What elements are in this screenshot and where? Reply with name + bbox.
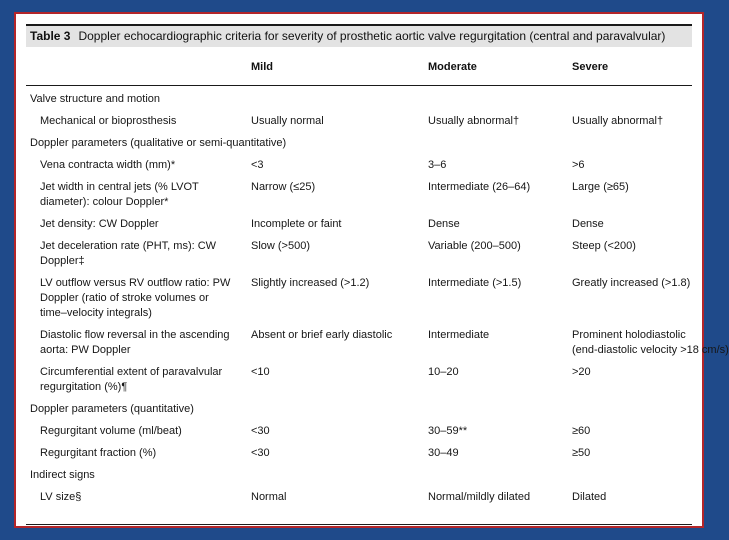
cell-severe: ≥60 xyxy=(572,425,591,437)
cell-severe: >20 xyxy=(572,366,591,378)
table-header-row xyxy=(26,54,692,86)
column-header-moderate: Moderate xyxy=(428,61,477,73)
section-title: Doppler parameters (quantitative) xyxy=(30,403,194,415)
cell-moderate: Dense xyxy=(428,218,460,230)
cell-moderate: 30–49 xyxy=(428,447,459,459)
table-caption-bar xyxy=(26,24,692,47)
cell-severe: Large (≥65) xyxy=(572,181,629,193)
row-label: Jet deceleration rate (PHT, ms): CW xyxy=(40,240,217,252)
cell-moderate: Normal/mildly dilated xyxy=(428,491,531,503)
cell-mild: Absent or brief early diastolic xyxy=(251,329,393,341)
cell-severe: ≥50 xyxy=(572,447,591,459)
row-label: aorta: PW Doppler xyxy=(40,344,131,356)
cell-moderate: Variable (200–500) xyxy=(428,240,521,252)
cell-severe: Dense xyxy=(572,218,604,230)
cell-severe: Usually abnormal† xyxy=(572,115,664,127)
row-label: Doppler‡ xyxy=(40,255,85,267)
cell-mild: Normal xyxy=(251,491,287,503)
cell-severe: Greatly increased (>1.8) xyxy=(572,277,691,289)
cell-mild: Incomplete or faint xyxy=(251,218,342,230)
row-label: LV size§ xyxy=(40,491,82,503)
cell-severe: Steep (<200) xyxy=(572,240,636,252)
row-label: Regurgitant volume (ml/beat) xyxy=(40,425,182,437)
cell-moderate: 3–6 xyxy=(428,159,447,171)
cell-moderate: Intermediate (26–64) xyxy=(428,181,531,193)
row-label: diameter): colour Doppler* xyxy=(40,196,169,208)
column-header-mild: Mild xyxy=(251,61,273,73)
row-label: Jet density: CW Doppler xyxy=(40,218,159,230)
cell-moderate: Intermediate xyxy=(428,329,490,341)
section-title: Indirect signs xyxy=(30,469,95,481)
cell-severe: (end-diastolic velocity >18 cm/s) xyxy=(572,344,729,356)
row-label: Jet width in central jets (% LVOT xyxy=(40,181,199,193)
row-label: time–velocity integrals) xyxy=(40,307,152,319)
cell-mild: <30 xyxy=(251,447,270,459)
cell-moderate: 30–59** xyxy=(428,425,468,437)
cell-mild: <30 xyxy=(251,425,270,437)
row-label: LV outflow versus RV outflow ratio: PW xyxy=(40,277,231,289)
cell-moderate: Intermediate (>1.5) xyxy=(428,277,522,289)
cell-moderate: 10–20 xyxy=(428,366,459,378)
cell-severe: >6 xyxy=(572,159,585,171)
slide-frame xyxy=(14,12,729,528)
section-title: Valve structure and motion xyxy=(30,93,161,105)
cell-mild: <10 xyxy=(251,366,270,378)
table-caption: Doppler echocardiographic criteria for severity of prosthetic aortic valve regurgitation (central and paravalvular) xyxy=(78,29,666,43)
row-label: Mechanical or bioprosthesis xyxy=(40,115,177,127)
cell-mild: Slightly increased (>1.2) xyxy=(251,277,370,289)
cell-mild: <3 xyxy=(251,159,264,171)
cell-mild: Slow (>500) xyxy=(251,240,311,252)
row-label: Vena contracta width (mm)* xyxy=(40,159,176,171)
row-label: regurgitation (%)¶ xyxy=(40,381,128,393)
cell-severe: Dilated xyxy=(572,491,607,503)
cell-mild: Usually normal xyxy=(251,115,324,127)
cell-moderate: Usually abnormal† xyxy=(428,115,520,127)
cell-mild: Narrow (≤25) xyxy=(251,181,316,193)
row-label: Regurgitant fraction (%) xyxy=(40,447,157,459)
cell-severe: Prominent holodiastolic xyxy=(572,329,686,341)
column-header-severe: Severe xyxy=(572,61,609,73)
section-title: Doppler parameters (qualitative or semi-quantitative) xyxy=(30,137,287,149)
table-bottom-rule xyxy=(26,524,692,525)
table-number: Table 3 xyxy=(30,29,71,43)
row-label: Doppler (ratio of stroke volumes or xyxy=(40,292,209,304)
row-label: Circumferential extent of paravalvular xyxy=(40,366,223,378)
row-label: Diastolic flow reversal in the ascending xyxy=(40,329,230,341)
